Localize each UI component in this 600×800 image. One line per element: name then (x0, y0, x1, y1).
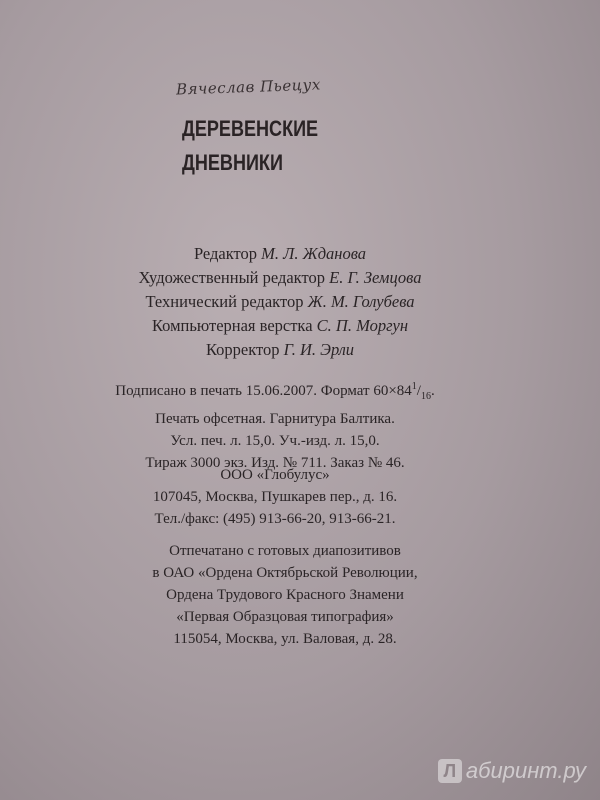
imprint-line-1 (40, 376, 510, 408)
publisher-block (40, 464, 510, 530)
format-slash: / (416, 383, 421, 399)
credit-role: Технический редактор (145, 292, 304, 311)
credit-editor (30, 242, 530, 266)
credit-role: Корректор (205, 340, 280, 359)
credit-name: Г. И. Эрли (283, 340, 355, 359)
publisher-phone: Тел./факс: (495) 913-66-20, 913-66-21. (154, 511, 396, 527)
title-line-1: ДЕРЕВЕНСКИЕ (182, 116, 319, 141)
title-line-2: ДНЕВНИКИ (182, 150, 283, 175)
labirint-watermark (438, 758, 586, 784)
credit-proofreader (30, 338, 530, 362)
book-title (182, 112, 319, 180)
labirint-logo-icon: Л (438, 759, 462, 783)
format-suffix: . (430, 383, 435, 399)
credit-layout (30, 314, 530, 338)
publisher-name: ООО «Глобулус» (220, 467, 330, 483)
credit-role: Художественный редактор (138, 268, 325, 287)
printer-line-4: «Первая Образцовая типография» (176, 609, 394, 625)
publisher-address: 107045, Москва, Пушкарев пер., д. 16. (152, 489, 398, 505)
format-numerator: 1 (411, 381, 417, 392)
credit-name: Е. Г. Земцова (329, 268, 422, 287)
credit-role: Редактор (193, 244, 258, 263)
imprint-format-text: Подписано в печать 15.06.2007. Формат 60×84 (115, 383, 412, 399)
imprint-line-4: Тираж 3000 экз. Изд. № 711. Заказ № 46. (145, 455, 405, 471)
credit-role: Компьютерная верстка (151, 316, 313, 335)
imprint-line-2: Печать офсетная. Гарнитура Балтика. (155, 411, 395, 427)
credit-name: М. Л. Жданова (261, 244, 367, 263)
credit-art-editor (30, 266, 530, 290)
format-denominator: 16 (420, 391, 431, 402)
printer-line-1: Отпечатано с готовых диапозитивов (169, 543, 401, 559)
printer-line-3: Ордена Трудового Красного Знамени (166, 587, 404, 603)
credit-name: С. П. Моргун (316, 316, 409, 335)
imprint-block (40, 376, 510, 474)
credit-technical-editor (30, 290, 530, 314)
author-signature: Вячеслав Пьецух (175, 75, 322, 99)
printer-block (40, 540, 530, 650)
credit-name: Ж. М. Голубева (307, 292, 415, 311)
printer-line-5: 115054, Москва, ул. Валовая, д. 28. (173, 631, 397, 647)
imprint-line-3: Усл. печ. л. 15,0. Уч.-изд. л. 15,0. (170, 433, 380, 449)
printer-line-2: в ОАО «Ордена Октябрьской Революции, (152, 565, 418, 581)
watermark-text: абиринт.ру (465, 758, 586, 783)
credits-block (30, 242, 530, 362)
